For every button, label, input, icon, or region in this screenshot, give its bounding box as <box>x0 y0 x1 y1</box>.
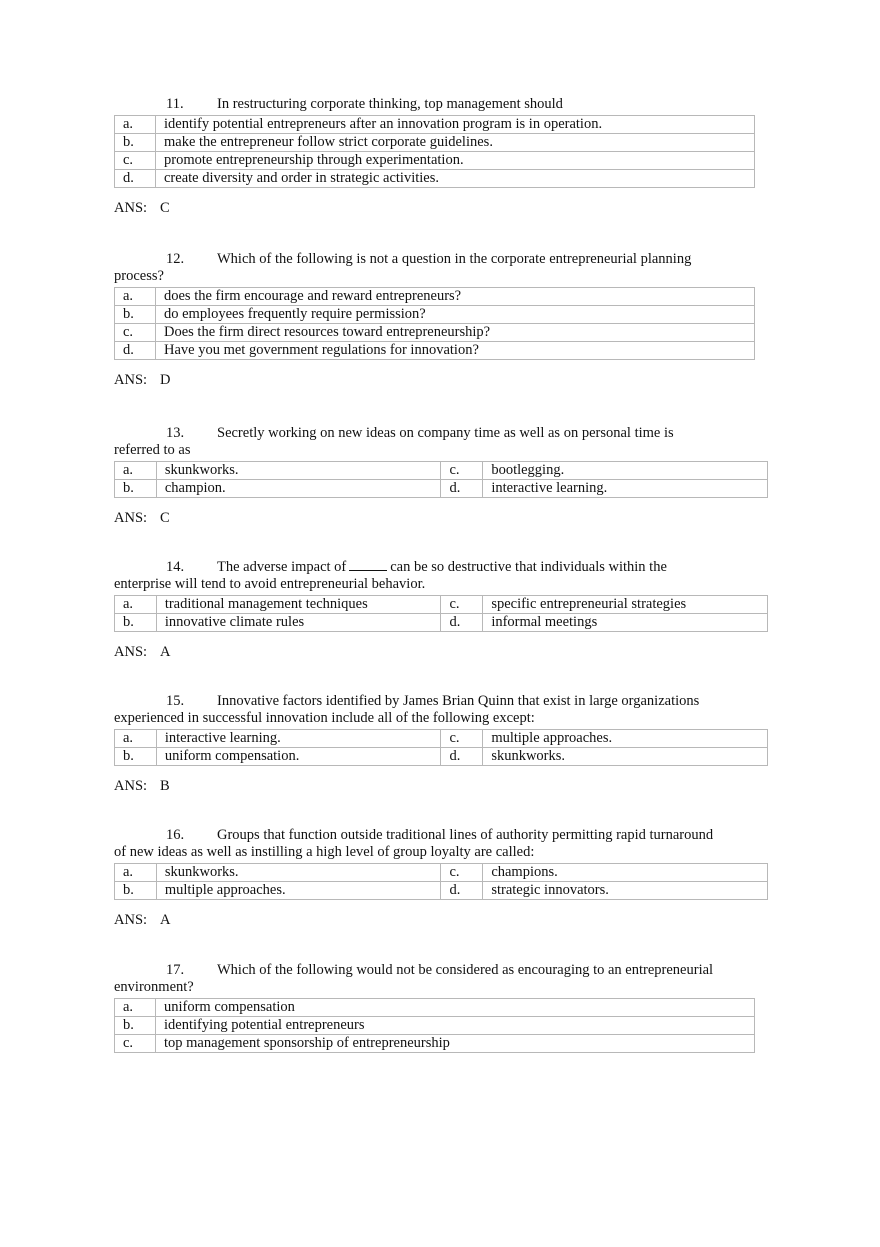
option-row: c. Does the firm direct resources toward entrepreneurship? <box>115 324 755 342</box>
option-row: a. does the firm encourage and reward entrepreneurs? <box>115 288 755 306</box>
options-table <box>114 863 768 900</box>
options-table <box>114 998 755 1053</box>
option-row: a. traditional management techniques c. specific entrepreneurial strategies <box>115 596 768 614</box>
option-row: b. make the entrepreneur follow strict corporate guidelines. <box>115 134 755 152</box>
options-table <box>114 287 755 360</box>
option-row: b. identifying potential entrepreneurs <box>115 1017 755 1035</box>
question-17-text: 17. Which of the following would not be considered as encouraging to an entrepreneurial environment? <box>114 962 714 995</box>
question-12-text: 12. Which of the following is not a question in the corporate entrepreneurial planning process? <box>114 251 692 284</box>
answer: ANS: C <box>114 200 170 216</box>
question-number: 11. <box>166 96 184 112</box>
question-11-text: 11. In restructuring corporate thinking, top management should <box>114 96 755 113</box>
answer: ANS: C <box>114 510 170 526</box>
answer: ANS: A <box>114 644 171 660</box>
options-table <box>114 595 768 632</box>
option-row: b. multiple approaches. d. strategic innovators. <box>115 882 768 900</box>
question-15-text: 15. Innovative factors identified by James Brian Quinn that exist in large organizations experienced in successful innovation include all of the following except: <box>114 693 700 726</box>
option-row: c. promote entrepreneurship through experimentation. <box>115 152 755 170</box>
answer: ANS: D <box>114 372 171 388</box>
option-row: b. do employees frequently require permission? <box>115 306 755 324</box>
option-row: a. interactive learning. c. multiple approaches. <box>115 730 768 748</box>
option-row: d. Have you met government regulations for innovation? <box>115 342 755 360</box>
question-17 <box>114 962 755 1053</box>
option-row: a. skunkworks. c. bootlegging. <box>115 462 768 480</box>
option-row: b. champion. d. interactive learning. <box>115 480 768 498</box>
option-row: b. uniform compensation. d. skunkworks. <box>115 748 768 766</box>
answer: ANS: A <box>114 912 171 928</box>
option-row: d. create diversity and order in strategic activities. <box>115 170 755 188</box>
options-table <box>114 461 768 498</box>
options-table <box>114 729 768 766</box>
answer: ANS: B <box>114 778 170 794</box>
option-row: a. skunkworks. c. champions. <box>115 864 768 882</box>
option-row: a. uniform compensation <box>115 999 755 1017</box>
question-16 <box>114 827 768 929</box>
question-16-text: 16. Groups that function outside traditional lines of authority permitting rapid turnaround of new ideas as well as instilling a high level of group loyalty are called: <box>114 827 714 860</box>
question-14-text: 14. The adverse impact of can be so destructive that individuals within the enterprise will tend to avoid entrepreneurial behavior. <box>114 559 667 592</box>
question-15 <box>114 693 768 795</box>
question-13-text: 13. Secretly working on new ideas on company time as well as on personal time is referred to as <box>114 425 674 458</box>
question-11 <box>114 96 755 217</box>
question-13 <box>114 425 768 527</box>
answer-blank <box>349 558 387 571</box>
question-14 <box>114 558 768 661</box>
option-row: b. innovative climate rules d. informal meetings <box>115 614 768 632</box>
option-row: c. top management sponsorship of entrepreneurship <box>115 1035 755 1053</box>
option-row: a. identify potential entrepreneurs after an innovation program is in operation. <box>115 116 755 134</box>
options-table <box>114 115 755 188</box>
question-12 <box>114 251 755 389</box>
